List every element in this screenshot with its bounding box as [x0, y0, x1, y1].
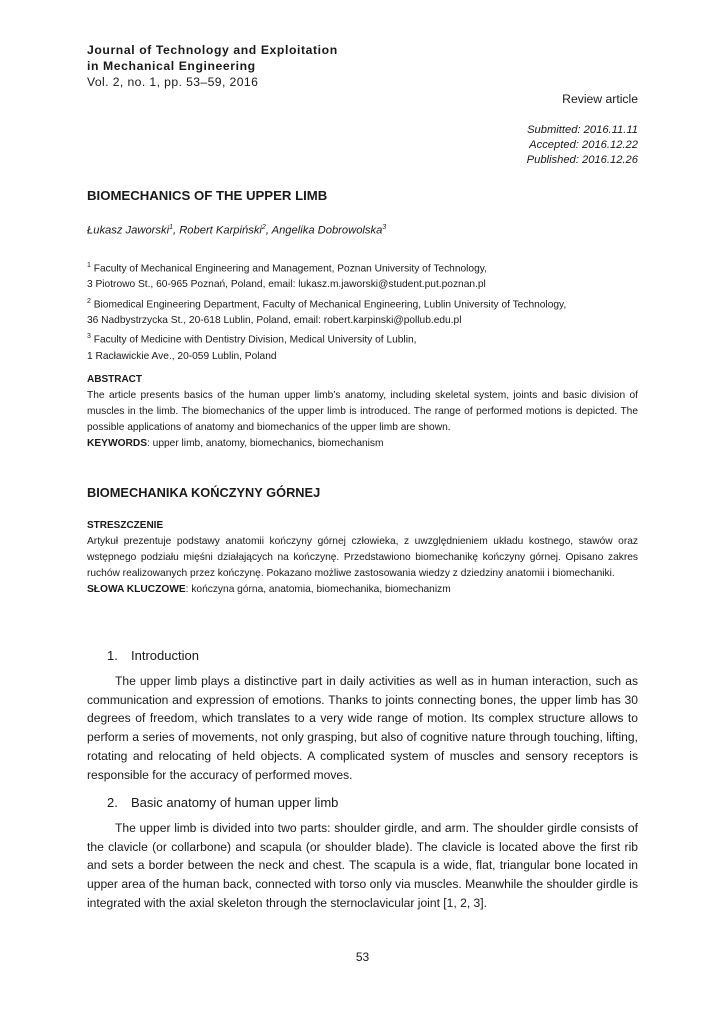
streszczenie-block: [87, 518, 638, 598]
polish-title: BIOMECHANIKA KOŃCZYNY GÓRNEJ: [87, 485, 321, 500]
section-heading-anatomy: [107, 795, 338, 810]
article-type: Review article: [562, 92, 638, 106]
affiliation-line: $^3$ Faculty of Medicine with Dentistry Division, Medical University of Lublin,: [87, 333, 417, 346]
author-name: Robert Karpiński: [179, 224, 262, 237]
author-affiliation-mark: 2: [261, 224, 266, 231]
abstract-heading: ABSTRACT: [87, 374, 142, 385]
affiliation-line: $^2$ Biomedical Engineering Department, Faculty of Mechanical Engineering, Lublin University of Technology,: [87, 297, 567, 310]
author-affiliation-mark: 3: [382, 224, 387, 231]
author-affiliation-mark: 1: [169, 224, 173, 231]
journal-name-line2: in Mechanical Engineering: [87, 59, 256, 73]
streszczenie-text: Artykuł prezentuje podstawy anatomii kończyny górnej człowieka, z uwzględnieniem układu kostnego, stawów oraz wstępnego podziału mięśni działających na kończynę. Przedstawiono biomechanikę kończyny górnej. Opisano zakres ruchów realizowanych przez kończynę. Pokazano możliwe zastosowania wiedzy z dziedziny anatomii i biomechaniki.: [87, 536, 638, 579]
page-number: 53: [355, 950, 370, 964]
author-name: Angelika Dobrowolska: [271, 224, 383, 237]
section-body-introduction: The upper limb plays a distinctive part in daily activities as well as in human interaction, such as communication and expression of emotions. Thanks to joints connecting bones, the upper limb has 30 degrees of freedom, which translates to a very wide range of motion. Its complex structure allows to perform a series of movements, not only grasping, but also of cognitive nature through touching, lifting, rotating and relocating of held objects. A complicated system of muscles and sensory receptors is responsible for the accuracy of performed moves.: [87, 674, 638, 782]
affiliation-address: 36 Nadbystrzycka St., 20-618 Lublin, Poland, email: robert.karpinski@pollub.edu.pl: [87, 315, 462, 327]
section-number: 2.: [107, 795, 118, 810]
journal-name-line1: Journal of Technology and Exploitation: [87, 43, 338, 57]
streszczenie-keywords: SŁOWA KLUCZOWE: kończyna górna, anatomia, biomechanika, biomechanizm: [87, 584, 451, 595]
author-name: Łukasz Jaworski: [87, 224, 170, 237]
affiliation-line: $^1$ Faculty of Mechanical Engineering and Management, Poznan University of Technology,: [87, 262, 487, 275]
journal-info: [87, 42, 338, 90]
journal-volume: Vol. 2, no. 1, pp. 53–59, 2016: [87, 75, 259, 89]
section-body-anatomy: The upper limb is divided into two parts: shoulder girdle, and arm. The shoulder girdle consists of the clavicle (or collarbone) and scapula (or shoulder blade). The clavicle is located above the first rib and sets a border between the neck and chest. The scapula is a wide, flat, triangular bone located in upper area of the human back, connected with torso only via muscles. Meanwhile the shoulder girdle is integrated with the axial skeleton through the sternoclavicular joint [1, 2, 3].: [87, 821, 638, 910]
accepted-date: Accepted: 2016.12.22: [529, 139, 638, 151]
affiliations: [87, 258, 647, 365]
section-title: Introduction: [131, 648, 199, 663]
streszczenie-heading: STRESZCZENIE: [87, 520, 164, 531]
section-title: Basic anatomy of human upper limb: [131, 795, 339, 810]
published-date: Published: 2016.12.26: [526, 154, 638, 166]
author-list: Łukasz Jaworski$^1$, Robert Karpiński$^2$, Angelika Dobrowolska$^3$: [87, 224, 387, 237]
article-dates: [527, 123, 638, 168]
abstract-text: The article presents basics of the human upper limb’s anatomy, including skeletal system, joints and basic division of muscles in the limb. The biomechanics of the upper limb is introduced. The range of performed motions is depicted. The possible applications of anatomy and biomechanics of the upper limb are shown.: [87, 390, 638, 433]
paper-title: BIOMECHANICS OF THE UPPER LIMB: [87, 188, 328, 203]
affiliation-address: 1 Racławickie Ave., 20-059 Lublin, Poland: [87, 350, 277, 362]
submitted-date: Submitted: 2016.11.11: [527, 124, 638, 136]
section-number: 1.: [107, 648, 118, 663]
section-heading-introduction: [107, 648, 199, 663]
affiliation-address: 3 Piotrowo St., 60-965 Poznań, Poland, email: lukasz.m.jaworski@student.put.poznan.pl: [87, 279, 486, 291]
abstract-block: [87, 372, 638, 452]
abstract-keywords: KEYWORDS: upper limb, anatomy, biomechanics, biomechanism: [87, 438, 384, 449]
